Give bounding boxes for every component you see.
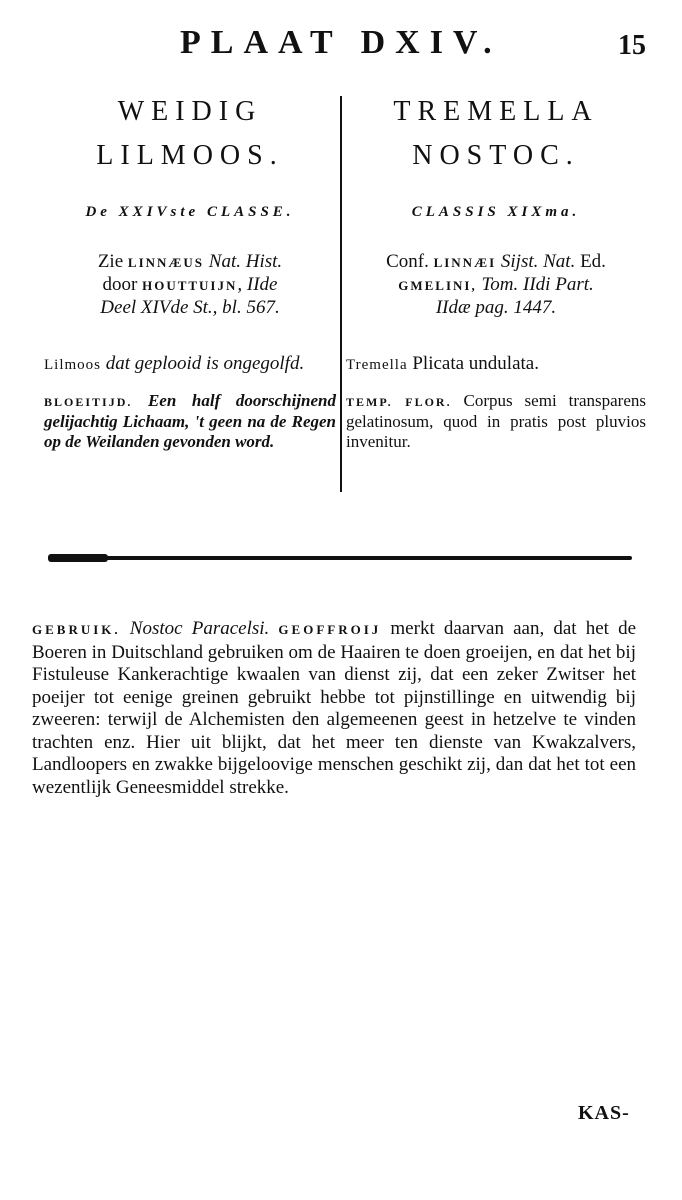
latin-title-line1: TREMELLA xyxy=(393,96,599,127)
ref-volume: Deel XIVde St., bl. 567. xyxy=(100,297,280,318)
diag-text: Plicata undulata. xyxy=(412,353,539,374)
dutch-description xyxy=(44,391,336,452)
column-divider xyxy=(340,96,342,492)
section-rule xyxy=(48,556,632,560)
ref-work: Nat. Hist. xyxy=(208,251,283,272)
ref-work: Sijst. Nat. xyxy=(500,251,576,272)
usage-species: Nostoc Paracelsi. xyxy=(129,618,270,639)
desc-text: Corpus semi transparens gelatinosum, quod in pratis post pluvios invenitur. xyxy=(346,391,647,451)
ref-editor: GMELINI, xyxy=(398,278,477,293)
usage-author: GEOFFROIJ xyxy=(278,622,382,637)
catchword: KAS- xyxy=(578,1102,630,1124)
latin-title-line2: NOSTOC. xyxy=(412,140,580,171)
diag-text: dat geplooid is ongegolfd. xyxy=(105,353,305,374)
latin-description xyxy=(346,391,646,452)
dutch-reference xyxy=(44,251,336,319)
latin-diagnosis xyxy=(346,353,646,375)
ref-author: LINNÆI xyxy=(433,255,497,270)
latin-reference xyxy=(346,251,646,319)
ref-tom: Tom. IIdi Part. xyxy=(481,274,594,295)
latin-class: CLASSIS XIXma. xyxy=(411,204,581,220)
ref-zie: Zie xyxy=(97,251,124,272)
ref-door: door xyxy=(102,274,138,295)
ref-translator: HOUTTUIJN xyxy=(142,278,238,293)
ref-author: LINNÆUS xyxy=(127,255,205,270)
ref-ed: Ed. xyxy=(580,251,606,272)
desc-label: TEMP. FLOR. xyxy=(346,395,452,409)
dutch-diagnosis xyxy=(44,353,336,375)
ref-conf: Conf. xyxy=(386,251,429,272)
dutch-title-line1: WEIDIG xyxy=(117,96,263,127)
ref-part: , IIde xyxy=(237,274,278,295)
ref-page: IIdæ pag. 1447. xyxy=(435,297,557,318)
usage-text: merkt daarvan aan, dat het de Boeren in Duitschland gebruiken om de Haairen te doen groeijen, en dat het bij Fistuleuse Kankerachtige kwaalen van dienst zij, dat een zeker Zwitser het poeijer tot eenige greinen gebruikt hebbe tot pijnstillinge en uitwendig bij zweeren: terwijl de Alchemisten den algemeenen geest in hetzelve te vinden trachten enz. Hier uit blijkt, dat het meer ten dienste van Kwakzalvers, Landloopers en zwakke bijgeloovige menschen geschikt zij, dan dat het tot een wezentlijk Geneesmiddel strekke. xyxy=(32,618,637,798)
usage-paragraph xyxy=(32,618,636,799)
dutch-class: De XXIVste CLASSE. xyxy=(85,204,295,220)
latin-column xyxy=(346,90,646,452)
desc-text: Een half doorschijnend gelijachtig Lichaam, 't geen na de Regen op de Weilanden gevonden word. xyxy=(44,391,336,451)
desc-label: BLOEITIJD. xyxy=(44,395,133,409)
dutch-title-line2: LILMOOS. xyxy=(96,140,284,171)
diag-name: Lilmoos xyxy=(44,357,102,373)
usage-label: GEBRUIK. xyxy=(32,622,121,637)
plate-title: PLAAT DXIV. xyxy=(180,24,502,61)
dutch-column xyxy=(44,90,336,452)
page-number: 15 xyxy=(618,30,646,61)
diag-name: Tremella xyxy=(346,357,408,373)
